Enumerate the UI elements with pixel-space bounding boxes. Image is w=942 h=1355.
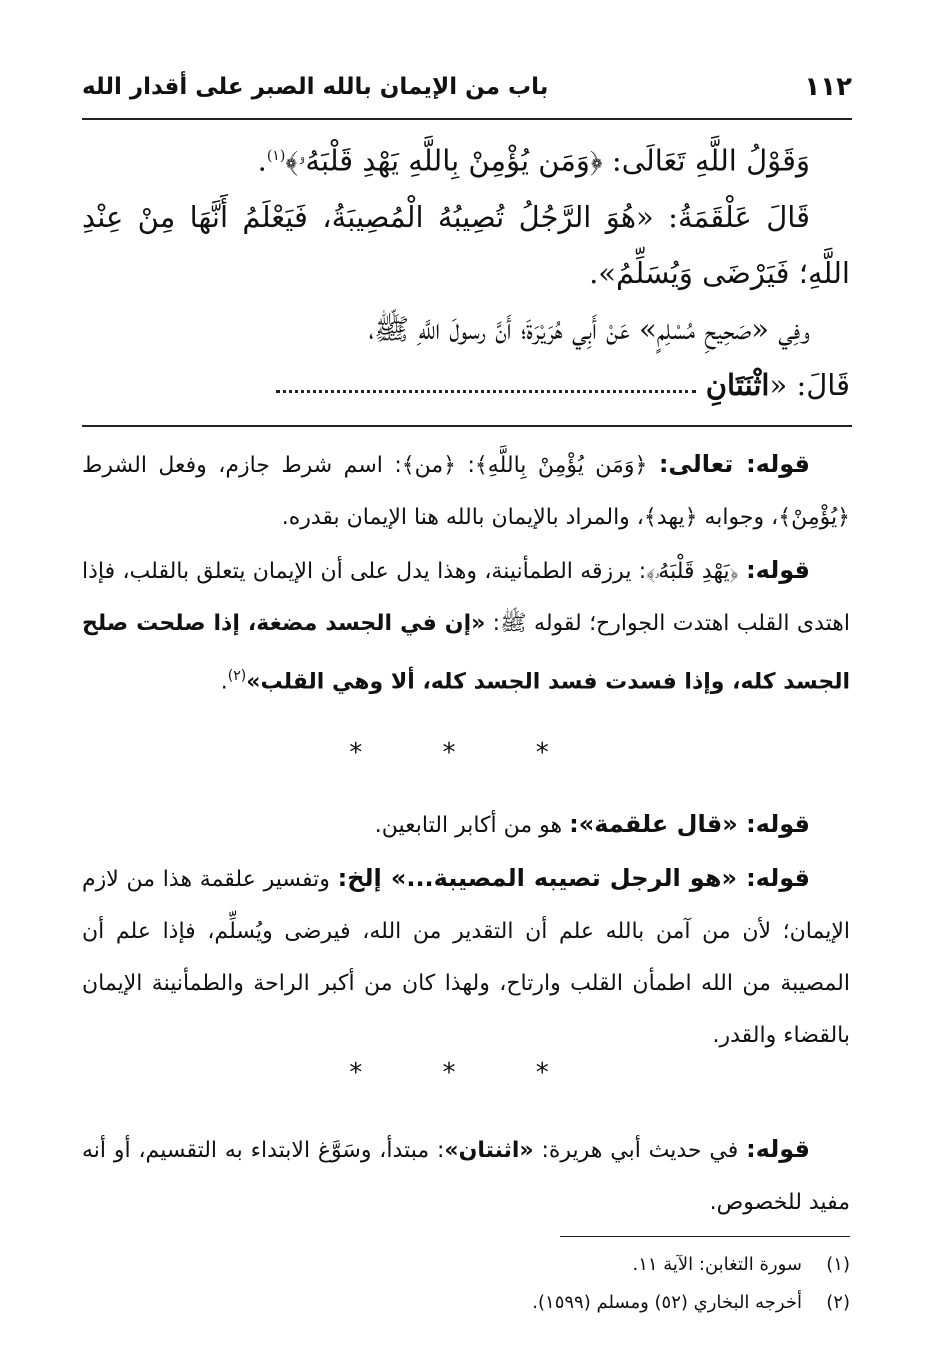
matn-text xyxy=(82,128,850,413)
commentary-paragraph: قوله: «هو الرجل تصيبه المصيبة...» إلخ: وتفسير علقمة هذا من لازم الإيمان؛ لأن من آمن بالله علم أن التقدير من الله، فيرضى ويُسلِّم، فإذا علم أن المصيبة من الله اطمأن القلب وارتاح، ولهذا كان من أكبر الراحة والطمأنينة الإيمان بالقضاء والقدر. xyxy=(82,864,850,1048)
hadith-word: «اثنتان» xyxy=(444,1138,534,1163)
header-divider xyxy=(82,118,852,120)
matn-hadith-intro: وفِي «صَحِيحِ مُسْلِمٍ» عَنْ أَبِي هُرَيْرَةَ؛ أَنَّ رسولَ اللَّهِ ﷺ، xyxy=(368,311,810,346)
commentary-keyword: قوله: xyxy=(746,556,810,584)
page-header xyxy=(82,62,852,112)
matn-line-quran: وَقَوْلُ اللَّهِ تَعَالَى: ﴿وَمَن يُؤْمِنْ بِاللَّهِ يَهْدِ قَلْبَهُۥ﴾$^{(١)}$. xyxy=(257,143,810,178)
footnote-1 xyxy=(300,1246,850,1284)
commentary-paragraph: قوله: «قال علقمة»: هو من أكابر التابعين. xyxy=(374,810,810,838)
hadith-word: اثْنَتَانِ xyxy=(705,367,770,402)
hadith-quote: «إن في الجسد مضغة، إذا صلحت صلح الجسد كله، وإذا فسدت فسد الجسد كله، ألا وهي القلب» xyxy=(82,611,850,695)
page-number: ١١٢ xyxy=(804,72,852,102)
footnote-divider xyxy=(560,1236,850,1237)
footnote-number: (١) xyxy=(826,1254,850,1275)
footnote-ref-2: (٢) xyxy=(227,668,247,684)
matn-hadith-start: قَالَ: «اثْنَتَانِ xyxy=(82,357,850,413)
commentary-paragraph: قوله: في حديث أبي هريرة: «اثنتان»: مبتدأ، وسَوَّغ الابتداء به التقسيم، أو أنه مفيد للخصوص. xyxy=(82,1135,850,1215)
commentary-section-2 xyxy=(82,798,850,1062)
quran-verse: وَقَوْلُ اللَّهِ تَعَالَى: ﴿وَمَن يُؤْمِنْ بِاللَّهِ يَهْدِ قَلْبَهُۥ﴾ xyxy=(285,143,810,178)
chapter-title: باب من الإيمان بالله الصبر على أقدار الله xyxy=(82,74,549,100)
footnote-number: (٢) xyxy=(826,1292,850,1313)
footnote-text: أخرجه البخاري (٥٢) ومسلم (١٥٩٩). xyxy=(532,1292,802,1313)
ellipsis-dots xyxy=(276,380,696,393)
section-separator: * * * xyxy=(349,738,585,768)
commentary-section-1 xyxy=(82,438,850,708)
footnote-text: سورة التغابن: الآية ١١. xyxy=(632,1254,802,1275)
footnote-2 xyxy=(300,1284,850,1322)
footnotes xyxy=(300,1246,850,1322)
commentary-section-3 xyxy=(82,1123,850,1229)
commentary-keyword: قوله: تعالى: xyxy=(658,450,811,478)
matn-divider xyxy=(82,425,852,427)
commentary-paragraph: قوله: ﴿يَهْدِ قَلْبَهُۥ﴾: يرزقه الطمأنينة، وهذا يدل على أن الإيمان يتعلق بالقلب، فإذا اهتدى القلب اهتدت الجوارح؛ لقوله ﷺ: «إن في الجسد مضغة، إذا صلحت صلح الجسد كله، وإذا فسدت فسد الجسد كله، ألا وهي القلب»$^{(٢)}$. xyxy=(82,556,850,695)
section-separator: * * * xyxy=(349,1058,585,1088)
commentary-keyword: قوله: xyxy=(746,1135,810,1163)
commentary-paragraph: قوله: تعالى: ﴿وَمَن يُؤْمِنْ بِاللَّهِ﴾: ﴿من﴾: اسم شرط جازم، وفعل الشرط ﴿يُؤْمِنْ﴾، وجوابه ﴿يهد﴾، والمراد بالإيمان بالله هنا الإيمان بقدره. xyxy=(82,450,850,530)
footnote-ref-1: (١) xyxy=(266,148,286,164)
commentary-keyword: قوله: «هو الرجل تصيبه المصيبة...» إلخ: xyxy=(337,864,810,892)
matn-alqama-quote: قَالَ عَلْقَمَةُ: «هُوَ الرَّجُلُ تُصِيبُهُ الْمُصِيبَةُ، فَيَعْلَمُ أَنَّهَا مِنْ عِنْدِ اللَّهِ؛ فَيَرْضَى وَيُسَلِّمُ». xyxy=(82,199,850,290)
commentary-keyword: قوله: «قال علقمة»: xyxy=(569,810,810,838)
